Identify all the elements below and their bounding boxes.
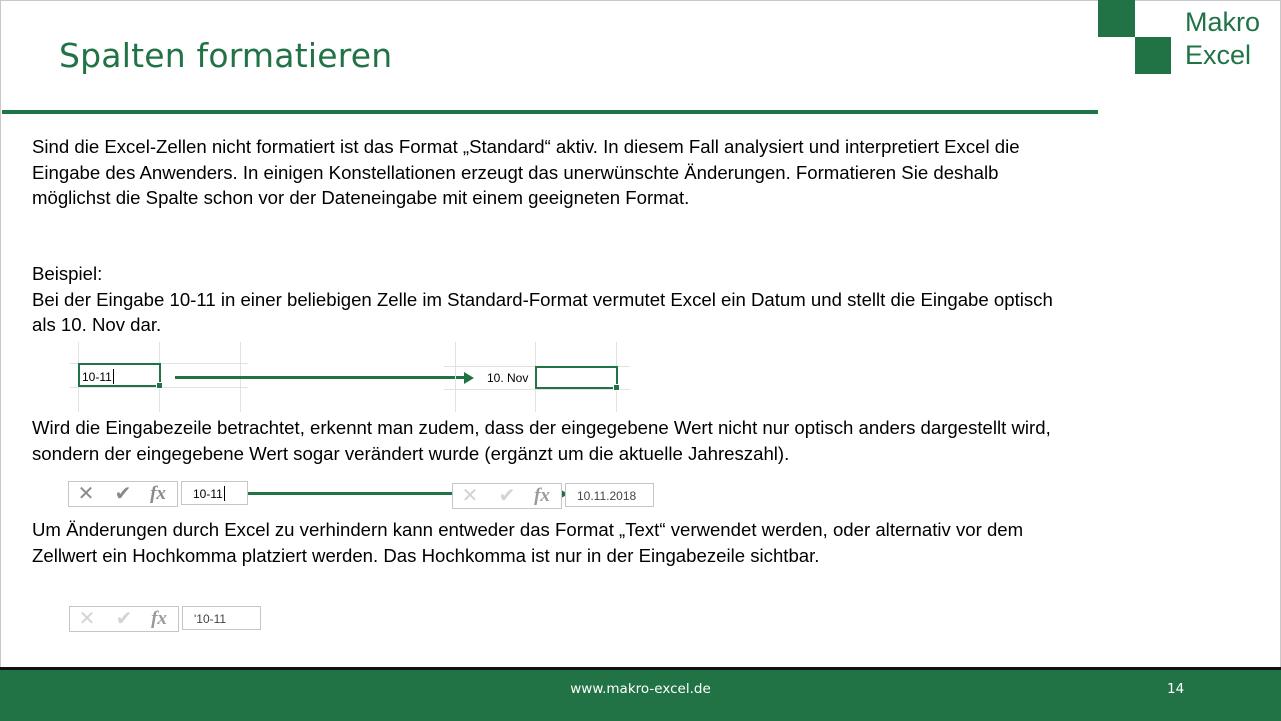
page-number: 14 [1167,681,1185,697]
close-icon[interactable]: ✕ [461,485,479,507]
formula-value-text[interactable]: '10-11 [182,606,261,630]
close-icon[interactable]: ✕ [78,608,96,630]
fx-icon[interactable]: fx [534,485,550,506]
slide-footer [0,667,1281,721]
close-icon[interactable]: ✕ [77,483,95,505]
fx-icon[interactable]: fx [150,483,166,504]
check-icon[interactable]: ✔ [114,483,132,505]
fx-icon[interactable]: fx [151,608,167,629]
logo-word-excel: Excel [1185,40,1252,70]
formula-bar-buttons [68,481,178,507]
formula-value-date[interactable]: 10.11.2018 [565,483,654,507]
logo-square-bottom [1135,37,1171,74]
intro-paragraph: Sind die Excel-Zellen nicht formatiert ist das Format „Standard“ aktiv. In diesem Fall analysiert und interpretiert Excel die Eingabe des Anwenders. In einigen Konstellationen erzeugt das unerwünschte Änderungen. Formatieren Sie deshalb möglichst die Spalte schon vor der Dateneingabe mit einem geeigneten Format. [32,136,1020,208]
grid-line [444,389,630,390]
formula-bar-result [452,483,654,509]
example-label: Beispiel: [32,263,103,284]
check-icon[interactable]: ✔ [115,608,133,630]
cell-value-date: 10. Nov [487,371,529,385]
cell-grid-result [444,342,630,412]
formula-bar-buttons [69,606,179,632]
formula-bar-paragraph: Wird die Eingabezeile betrachtet, erkennt man zudem, dass der eingegebene Wert nicht nur optisch anders dargestellt wird, sondern der eingegebene Wert sogar verändert wurde (ergänzt um die aktuelle Jahreszahl). [32,417,1051,464]
cell-value-input: 10-11 [82,370,112,384]
makro-excel-logo [1098,0,1281,76]
grid-line [455,342,456,412]
formula-bar-editing [68,481,248,507]
solution-paragraph: Um Änderungen durch Excel zu verhindern kann entweder das Format „Text“ verwendet werden, oder alternativ vor dem Zellwert ein Hochkomma platziert werden. Das Hochkomma ist nur in der Eingabezeile sichtbar. [32,519,1024,566]
fill-handle[interactable] [156,382,163,389]
formula-bar-buttons [452,483,562,509]
fill-handle[interactable] [613,384,620,391]
arrow-cell [175,376,464,379]
formula-bar-apostrophe [69,606,261,632]
footer-url: www.makro-excel.de [570,681,711,697]
text-cursor [224,486,225,501]
logo-word-makro: Makro [1185,7,1261,37]
example-text: Bei der Eingabe 10-11 in einer beliebigen Zelle im Standard-Format vermutet Excel ein Datum und stellt die Eingabe optisch als 10. Nov dar. [32,288,1053,335]
slide-title: Spalten formatieren [59,36,393,75]
example-paragraph [32,261,1072,338]
logo-square-top [1098,0,1135,37]
text-cursor [113,369,114,384]
check-icon[interactable]: ✔ [498,485,516,507]
title-divider [2,110,1098,114]
selected-cell[interactable] [535,366,618,389]
formula-input[interactable]: 10-11 [181,481,248,505]
